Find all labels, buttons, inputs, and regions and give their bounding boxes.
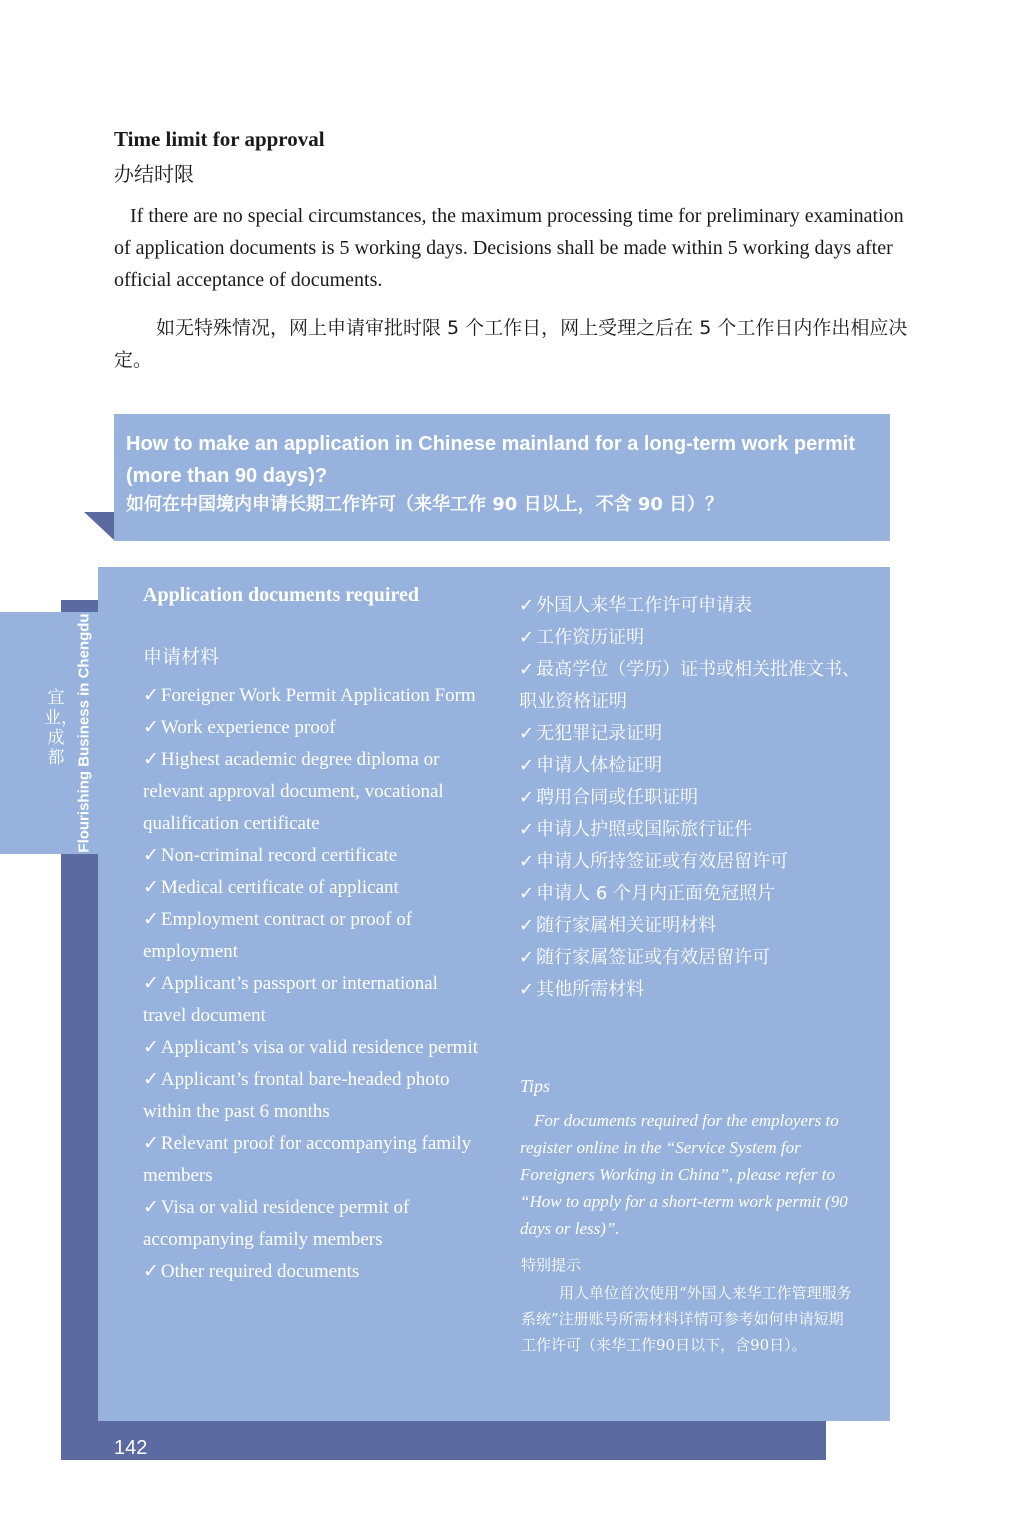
documents-list-en — [143, 680, 483, 1288]
approval-body-cn: 如无特殊情况，网上申请审批时限 5 个工作日，网上受理之后在 5 个工作日内作出相应决定。 — [114, 317, 908, 371]
check-icon: ✓ — [519, 723, 535, 744]
list-item: ✓ 工作资历证明 — [519, 627, 645, 648]
list-item: ✓ Relevant proof for accompanying family members — [143, 1133, 472, 1186]
check-icon: ✓ — [519, 851, 535, 872]
check-icon: ✓ — [143, 1069, 159, 1090]
tips-title: Tips — [520, 1076, 551, 1096]
check-icon: ✓ — [519, 787, 535, 808]
banner-notch — [84, 512, 114, 540]
list-item: ✓ 申请人 6 个月内正面免冠照片 — [519, 883, 775, 904]
check-icon: ✓ — [143, 1261, 159, 1282]
list-item: ✓ 聘用合同或任职证明 — [519, 787, 699, 808]
check-icon: ✓ — [143, 1133, 159, 1154]
approval-title-cn: 办结时限 — [114, 162, 194, 186]
list-item: ✓ Work experience proof — [143, 717, 336, 738]
list-item: ✓ Applicant’s frontal bare-headed photo within the past 6 months — [143, 1069, 450, 1122]
documents-list-cn — [519, 590, 864, 1006]
check-icon: ✓ — [519, 915, 535, 936]
list-item: ✓ Foreigner Work Permit Application Form — [143, 685, 476, 706]
list-item: ✓ 申请人所持签证或有效居留许可 — [519, 851, 789, 872]
list-item: ✓ Highest academic degree diploma or relevant approval document, vocational qualification certificate — [143, 749, 444, 834]
side-tab-title-cn: 宜业，成都 — [44, 688, 78, 768]
check-icon: ✓ — [143, 685, 159, 706]
side-tab-title-en: Flourishing Business in Chengdu — [75, 613, 93, 853]
approval-title: Time limit for approval — [114, 127, 325, 151]
list-item: ✓ Applicant’s visa or valid residence permit — [143, 1037, 479, 1058]
check-icon: ✓ — [143, 845, 159, 866]
check-icon: ✓ — [143, 1197, 159, 1218]
check-icon: ✓ — [519, 947, 535, 968]
question-title: How to make an application in Chinese mainland for a long-term work permit (more than 90 days)? — [126, 433, 856, 487]
check-icon: ✓ — [143, 909, 159, 930]
list-item: ✓ Medical certificate of applicant — [143, 877, 399, 898]
list-item: ✓ Employment contract or proof of employment — [143, 909, 413, 962]
approval-body: If there are no special circumstances, the maximum processing time for preliminary examination of application documents is 5 working days. Decisions shall be made within 5 working days after official acceptance of documents. — [114, 205, 904, 291]
list-item: ✓ Visa or valid residence permit of accompanying family members — [143, 1197, 410, 1250]
page-number: 142 — [114, 1437, 148, 1459]
tips-body-cn: 用人单位首次使用“外国人来华工作管理服务系统”注册账号所需材料详情可参考如何申请短期工作许可（来华工作90日以下，含90日）。 — [521, 1284, 852, 1354]
check-icon: ✓ — [519, 755, 535, 776]
check-icon: ✓ — [519, 595, 535, 616]
list-item: ✓ 随行家属相关证明材料 — [519, 915, 717, 936]
check-icon: ✓ — [143, 877, 159, 898]
list-item: ✓ Other required documents — [143, 1261, 360, 1282]
check-icon: ✓ — [519, 883, 535, 904]
list-item: ✓ Applicant’s passport or international travel document — [143, 973, 438, 1026]
documents-title-cn: 申请材料 — [143, 646, 220, 668]
list-item: ✓ 随行家属签证或有效居留许可 — [519, 947, 771, 968]
check-icon: ✓ — [143, 717, 159, 738]
list-item: ✓ 申请人护照或国际旅行证件 — [519, 819, 753, 840]
list-item: ✓ 最高学位（学历）证书或相关批准文书、职业资格证明 — [519, 659, 861, 712]
documents-title: Application documents required — [143, 584, 419, 606]
check-icon: ✓ — [519, 979, 535, 1000]
check-icon: ✓ — [143, 1037, 159, 1058]
check-icon: ✓ — [519, 627, 535, 648]
check-icon: ✓ — [519, 659, 535, 680]
list-item: ✓ 无犯罪记录证明 — [519, 723, 663, 744]
list-item: ✓ 申请人体检证明 — [519, 755, 663, 776]
list-item: ✓ 其他所需材料 — [519, 979, 645, 1000]
question-title-cn: 如何在中国境内申请长期工作许可（来华工作 90 日以上，不含 90 日）？ — [126, 494, 724, 515]
tips-title-cn: 特别提示 — [521, 1256, 582, 1274]
tips-body: For documents required for the employers to register online in the “Service System for Foreigners Working in China”, please refer to “How to apply for a short-term work permit (90 days or less)”. — [520, 1111, 848, 1238]
list-item: ✓ Non-criminal record certificate — [143, 845, 398, 866]
check-icon: ✓ — [519, 819, 535, 840]
list-item: ✓ 外国人来华工作许可申请表 — [519, 595, 753, 616]
check-icon: ✓ — [143, 749, 159, 770]
check-icon: ✓ — [143, 973, 159, 994]
